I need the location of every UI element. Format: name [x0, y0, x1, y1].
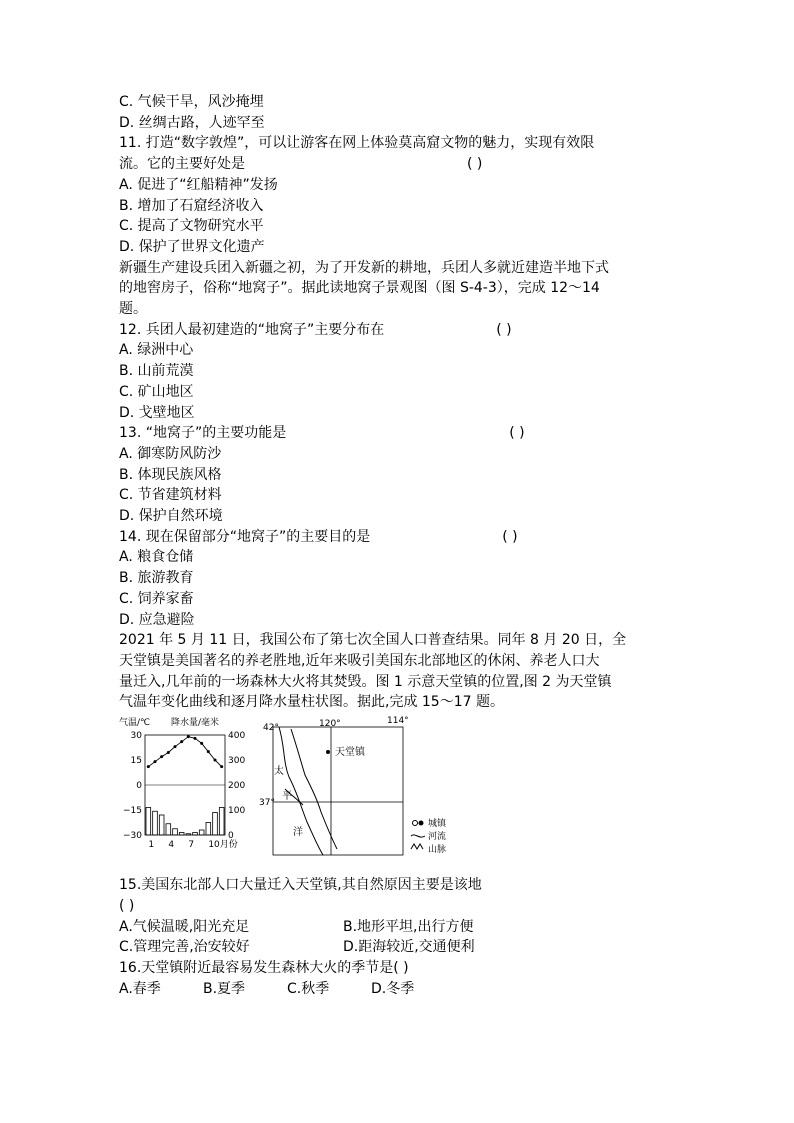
temperature-point: [160, 755, 163, 758]
right-tick-label: 300: [228, 756, 246, 767]
q12-stem: [119, 320, 679, 341]
intro-15-17-3: 量迁入,几年前的一场森林大火将其焚毁。图 1 示意天堂镇的位置,图 2 为天堂镇: [119, 673, 612, 690]
q13-option-d: D. 保护自然环境: [119, 508, 223, 525]
x-tick-label: 4: [168, 840, 175, 851]
q12-option-c: C. 矿山地区: [119, 383, 194, 400]
lon-120-label: 120°: [319, 719, 341, 730]
climate-chart: [119, 717, 249, 857]
precip-bar: [153, 811, 158, 835]
lat-37-label: 37°: [259, 798, 275, 809]
ocean-label-yang: 洋: [293, 827, 303, 839]
q11-option-b: B. 增加了石窟经济收入: [119, 197, 264, 214]
q14-option-d: D. 应急避险: [119, 611, 195, 628]
left-tick-label: −30: [123, 831, 142, 842]
town-marker: [326, 750, 330, 754]
q12-option-a: A. 绿洲中心: [119, 342, 194, 359]
lon-114-label: 114°: [387, 716, 409, 727]
q16-stem: 16.天堂镇附近最容易发生森林大火的季节是( ): [119, 959, 409, 976]
precip-bar: [179, 833, 184, 836]
q10-option-c: C. 气候干旱，风沙掩埋: [119, 94, 264, 110]
location-map: [259, 716, 411, 857]
answer-blank[interactable]: ( ): [502, 528, 518, 545]
q14-option-a: A. 粮食仓储: [119, 549, 194, 566]
answer-blank[interactable]: ( ): [509, 425, 525, 442]
legend-town-icon: [413, 821, 418, 826]
legend-river-icon: [411, 835, 425, 837]
q11-option-d: D. 保护了世界文化遗产: [119, 238, 265, 255]
temperature-point: [194, 737, 197, 740]
q12-stem-text: 12. 兵团人最初建造的“地窝子”主要分布在: [119, 321, 385, 338]
temperature-point: [187, 735, 190, 738]
worksheet: [119, 92, 679, 999]
x-tick-label: 1: [148, 840, 155, 851]
q14-option-b: B. 旅游教育: [119, 570, 194, 587]
intro-12-14-2: 的地窖房子，俗称“地窝子”。据此读地窝子景观图（图 S-4-3），完成 12～14: [119, 280, 600, 297]
precip-bar: [193, 833, 198, 836]
legend-mountain-label: 山脉: [428, 845, 447, 856]
q16-option-b: B.夏季: [203, 980, 246, 997]
q15-option-b: B.地形平坦,出行方便: [343, 918, 474, 935]
temperature-point: [200, 742, 203, 745]
precip-bar: [213, 813, 218, 836]
precip-bar: [186, 834, 191, 835]
temperature-point: [174, 745, 177, 748]
q13-stem: [119, 423, 679, 444]
q16-options: [119, 979, 679, 1000]
ocean-label-tai: 太: [274, 766, 284, 778]
q16-option-c: C.秋季: [287, 980, 330, 997]
legend-river-label: 河流: [428, 832, 447, 843]
left-tick-label: −15: [123, 806, 142, 817]
q15-answer-blank[interactable]: ( ): [119, 897, 135, 914]
q13-stem-text: 13. “地窝子”的主要功能是: [119, 425, 287, 442]
left-tick-label: 15: [130, 756, 142, 767]
right-tick-label: 400: [228, 731, 246, 742]
q16-option-d: D.冬季: [371, 980, 415, 997]
legend-town-label: 城镇: [428, 819, 447, 830]
temperature-point: [180, 740, 183, 743]
intro-12-14-1: 新疆生产建设兵团入新疆之初，为了开发新的耕地，兵团人多就近建造半地下式: [119, 259, 609, 276]
temperature-point: [207, 750, 210, 753]
q11-option-a: A. 促进了“红船精神”发扬: [119, 176, 278, 193]
q16-option-a: A.春季: [119, 980, 161, 997]
q11-option-c: C. 提高了文物研究水平: [119, 218, 264, 235]
q15-options-row-2: [119, 937, 679, 958]
figures: [119, 716, 447, 867]
map-legend: [409, 817, 469, 857]
precip-axis-label: 降水量/毫米: [171, 718, 220, 729]
ocean-label-ping: 平: [282, 791, 292, 803]
x-tick-label: 7: [188, 840, 195, 851]
q15-option-a: A.气候温暖,阳光充足: [119, 918, 250, 935]
right-tick-label: 200: [228, 781, 246, 792]
left-tick-label: 30: [130, 731, 142, 742]
intro-15-17-1: 2021 年 5 月 11 日，我国公布了第七次全国人口普查结果。同年 8 月 20 日，全: [119, 632, 627, 649]
q10-option-d: D. 丝绸古路，人迹罕至: [119, 114, 265, 131]
q11-stem-1: 11. 打造“数字敦煌”，可以让游客在网上体验莫高窟文物的魅力，实现有效限: [119, 135, 595, 152]
lat-42-label: 42°: [263, 723, 279, 734]
q14-option-c: C. 饲养家畜: [119, 590, 194, 607]
temperature-point: [147, 765, 150, 768]
precip-bar: [146, 808, 151, 836]
legend-mountain-icon: [411, 844, 423, 849]
x-tick-label: 10月份: [208, 840, 238, 851]
precip-bar: [219, 808, 224, 836]
q13-option-a: A. 御寒防风防沙: [119, 445, 222, 462]
q15-option-c: C.管理完善,治安较好: [119, 939, 250, 956]
left-tick-label: 0: [136, 781, 142, 792]
answer-blank[interactable]: ( ): [496, 321, 512, 338]
temperature-point: [154, 760, 157, 763]
q15-stem: 15.美国东北部人口大量迁入天堂镇,其自然原因主要是该地: [119, 877, 482, 894]
q11-stem-text: 流。它的主要好处是: [119, 156, 245, 173]
precip-bar: [159, 815, 164, 835]
temp-axis-label: 气温/℃: [119, 718, 151, 729]
precip-bar: [166, 824, 171, 835]
intro-15-17-4: 气温年变化曲线和逐月降水量柱状图。据此,完成 15～17 题。: [119, 694, 504, 711]
precip-bar: [173, 829, 178, 835]
temperature-point: [214, 759, 217, 762]
temperature-line: [148, 737, 221, 767]
q15-options-row-1: [119, 917, 679, 938]
legend-town-icon-filled: [419, 821, 424, 826]
intro-12-14-3: 题。: [119, 301, 147, 318]
intro-15-17-2: 天堂镇是美国著名的养老胜地,近年来吸引美国东北部地区的休闲、养老人口大: [119, 652, 600, 669]
q12-option-d: D. 戈壁地区: [119, 404, 195, 421]
q14-stem-text: 14. 现在保留部分“地窝子”的主要目的是: [119, 528, 371, 545]
answer-blank[interactable]: ( ): [467, 156, 483, 173]
temperature-point: [167, 751, 170, 754]
q15-option-d: D.距海较近,交通便利: [343, 939, 475, 956]
right-tick-label: 0: [228, 831, 234, 842]
right-tick-label: 100: [228, 806, 246, 817]
town-label: 天堂镇: [335, 747, 365, 759]
q13-option-b: B. 体现民族风格: [119, 466, 222, 483]
q13-option-c: C. 节省建筑材料: [119, 487, 222, 504]
q14-stem: [119, 527, 679, 548]
precip-bar: [206, 823, 211, 836]
q11-stem-2: [119, 154, 679, 175]
q12-option-b: B. 山前荒漠: [119, 363, 194, 380]
precip-bar: [199, 830, 204, 835]
temperature-point: [220, 765, 223, 768]
